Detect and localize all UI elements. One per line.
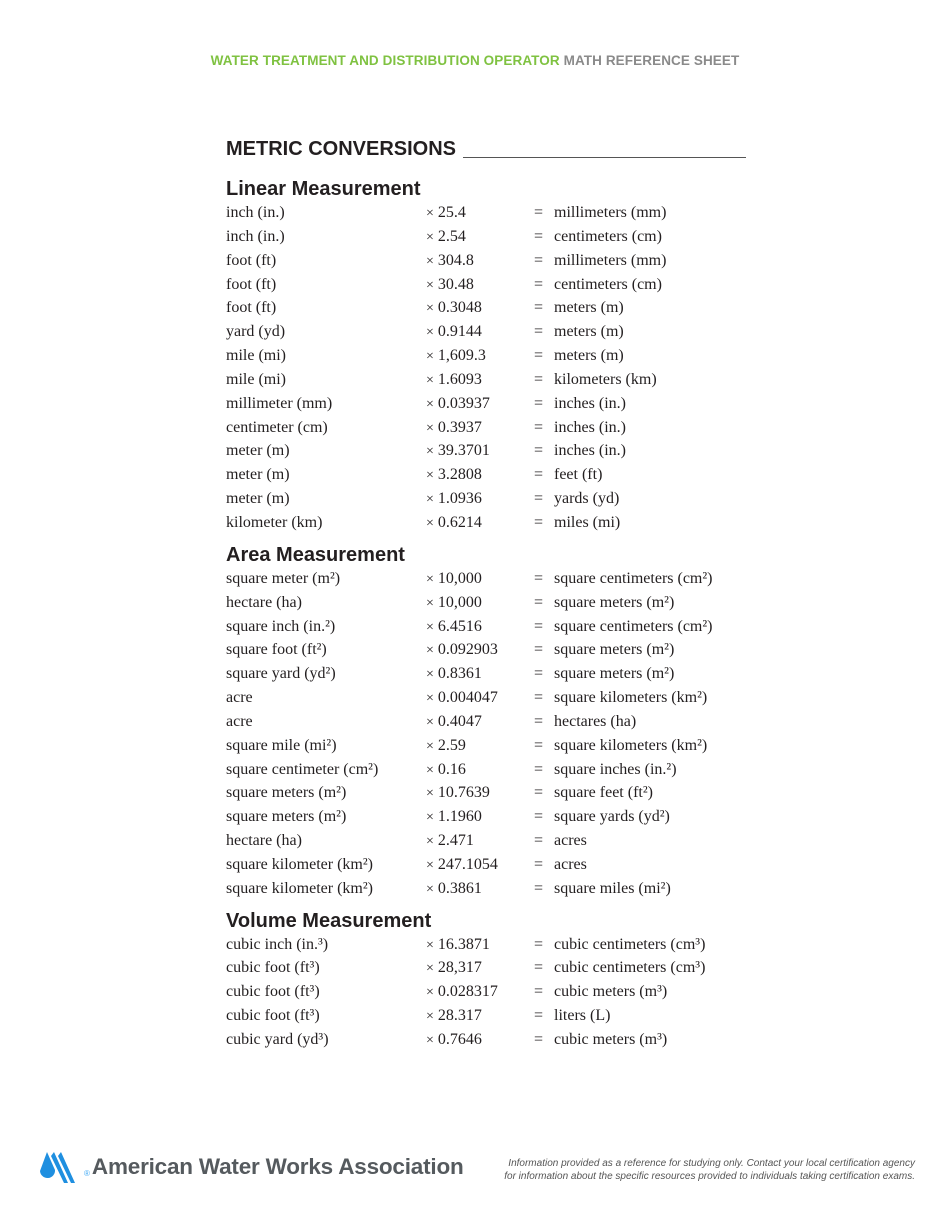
equals-symbol: =: [534, 1007, 544, 1025]
equals-symbol: =: [534, 760, 544, 778]
conversions-content: [226, 137, 746, 1052]
factor-cell: [426, 416, 534, 440]
factor-cell: [426, 273, 534, 297]
equals-symbol: =: [534, 569, 544, 587]
factor-value: 10,000: [437, 569, 482, 587]
conversion-row: [226, 638, 746, 662]
equals-symbol: =: [534, 347, 544, 365]
from-unit: hectare (ha): [226, 593, 302, 611]
conversion-row: [226, 567, 746, 591]
to-unit: square meters (m²): [554, 641, 675, 659]
factor-cell: [426, 758, 534, 782]
times-symbol: ×: [426, 301, 434, 317]
factor-value: 28.317: [437, 1007, 482, 1025]
times-symbol: ×: [426, 1009, 434, 1025]
equals-symbol: =: [534, 665, 544, 683]
from-unit: cubic foot (ft³): [226, 1007, 320, 1025]
times-symbol: ×: [426, 667, 434, 683]
factor-value: 0.9144: [437, 323, 482, 341]
factor-cell: [426, 1028, 534, 1052]
factor-cell: [426, 463, 534, 487]
factor-cell: [426, 956, 534, 980]
factor-value: 0.03937: [437, 394, 490, 412]
equals-symbol: =: [534, 299, 544, 317]
from-unit: square centimeter (cm²): [226, 760, 379, 778]
factor-value: 0.3861: [437, 879, 482, 897]
conversion-row: [226, 463, 746, 487]
equals-symbol: =: [534, 959, 544, 977]
times-symbol: ×: [426, 277, 434, 293]
equals-symbol: =: [534, 466, 544, 484]
conversion-row: [226, 487, 746, 511]
factor-value: 0.6214: [437, 513, 482, 531]
from-unit: square mile (mi²): [226, 736, 337, 754]
from-unit: cubic yard (yd³): [226, 1031, 329, 1048]
factor-value: 0.004047: [437, 689, 498, 707]
factor-value: 10.7639: [437, 784, 490, 802]
to-unit: square meters (m²): [554, 593, 675, 611]
conversion-row: [226, 392, 746, 416]
to-unit: square centimeters (cm²): [554, 617, 713, 635]
times-symbol: ×: [426, 325, 434, 341]
section-title-rule: [463, 157, 746, 158]
conversion-row: [226, 805, 746, 829]
from-unit: square meters (m²): [226, 808, 347, 826]
to-unit: miles (mi): [554, 513, 621, 531]
conversion-row: [226, 781, 746, 805]
times-symbol: ×: [426, 738, 434, 754]
from-unit: cubic foot (ft³): [226, 959, 320, 977]
to-unit: square miles (mi²): [554, 879, 671, 897]
conversion-row: [226, 734, 746, 758]
factor-cell: [426, 805, 534, 829]
conversion-row: [226, 344, 746, 368]
factor-value: 2.54: [437, 227, 466, 245]
factor-value: 1.0936: [437, 490, 482, 508]
factor-cell: [426, 439, 534, 463]
to-unit: centimeters (cm): [554, 275, 662, 293]
factor-cell: [426, 686, 534, 710]
to-unit: square centimeters (cm²): [554, 569, 713, 587]
to-unit: inches (in.): [554, 442, 626, 460]
equals-symbol: =: [534, 855, 544, 873]
to-unit: square meters (m²): [554, 665, 675, 683]
conversion-row: [226, 439, 746, 463]
factor-cell: [426, 980, 534, 1004]
factor-cell: [426, 933, 534, 957]
from-unit: square meters (m²): [226, 784, 347, 802]
from-unit: square kilometer (km²): [226, 879, 373, 897]
factor-value: 28,317: [437, 959, 482, 977]
times-symbol: ×: [426, 468, 434, 484]
times-symbol: ×: [426, 420, 434, 436]
factor-cell: [426, 567, 534, 591]
times-symbol: ×: [426, 206, 434, 221]
times-symbol: ×: [426, 691, 434, 707]
from-unit: foot (ft): [226, 299, 277, 317]
factor-cell: [426, 368, 534, 392]
times-symbol: ×: [426, 571, 434, 587]
equals-symbol: =: [534, 641, 544, 659]
conversion-row: [226, 662, 746, 686]
conversion-row: [226, 320, 746, 344]
conversion-row: [226, 591, 746, 615]
times-symbol: ×: [426, 961, 434, 977]
times-symbol: ×: [426, 515, 434, 531]
factor-value: 16.3871: [437, 935, 490, 953]
conversion-row: [226, 829, 746, 853]
factor-cell: [426, 296, 534, 320]
times-symbol: ×: [426, 786, 434, 802]
to-unit: cubic meters (m³): [554, 983, 668, 1001]
from-unit: hectare (ha): [226, 832, 302, 850]
to-unit: meters (m): [554, 323, 624, 341]
factor-value: 0.092903: [437, 641, 498, 659]
factor-value: 1.6093: [437, 370, 482, 388]
conversion-row: [226, 1004, 746, 1028]
factor-value: 10,000: [437, 593, 482, 611]
factor-value: 0.4047: [437, 712, 482, 730]
section-title-text: METRIC CONVERSIONS: [226, 138, 457, 160]
conversion-row: [226, 225, 746, 249]
factor-value: 0.8361: [437, 665, 482, 683]
to-unit: square inches (in.²): [554, 760, 677, 778]
factor-cell: [426, 710, 534, 734]
times-symbol: ×: [426, 714, 434, 730]
conversion-row: [226, 956, 746, 980]
from-unit: cubic inch (in.³): [226, 935, 329, 953]
equals-symbol: =: [534, 832, 544, 850]
factor-cell: [426, 201, 534, 225]
factor-value: 25.4: [437, 204, 466, 221]
from-unit: meter (m): [226, 466, 290, 484]
times-symbol: ×: [426, 396, 434, 412]
factor-cell: [426, 829, 534, 853]
conversion-row: [226, 368, 746, 392]
conversion-row: [226, 877, 746, 901]
factor-cell: [426, 320, 534, 344]
from-unit: square inch (in.²): [226, 617, 336, 635]
equals-symbol: =: [534, 935, 544, 953]
equals-symbol: =: [534, 275, 544, 293]
times-symbol: ×: [426, 253, 434, 269]
conversion-row: [226, 758, 746, 782]
conversion-row: [226, 201, 746, 225]
equals-symbol: =: [534, 736, 544, 754]
times-symbol: ×: [426, 643, 434, 659]
factor-cell: [426, 662, 534, 686]
conversion-row: [226, 273, 746, 297]
times-symbol: ×: [426, 857, 434, 873]
equals-symbol: =: [534, 370, 544, 388]
conversion-row: [226, 933, 746, 957]
times-symbol: ×: [426, 810, 434, 826]
from-unit: mile (mi): [226, 370, 286, 388]
to-unit: square feet (ft²): [554, 784, 653, 802]
to-unit: acres: [554, 832, 587, 850]
factor-cell: [426, 344, 534, 368]
factor-value: 0.3048: [437, 299, 482, 317]
to-unit: inches (in.): [554, 418, 626, 436]
factor-value: 39.3701: [437, 442, 490, 460]
to-unit: square kilometers (km²): [554, 736, 708, 754]
group-title: Linear Measurement: [226, 178, 421, 200]
logo-text: American Water Works Association: [91, 1154, 464, 1179]
factor-value: 0.16: [437, 760, 466, 778]
conversion-row: [226, 710, 746, 734]
to-unit: meters (m): [554, 347, 624, 365]
factor-value: 0.3937: [437, 418, 482, 436]
group-title: Area Measurement: [226, 543, 405, 566]
factor-value: 2.59: [437, 736, 466, 754]
from-unit: meter (m): [226, 442, 290, 460]
times-symbol: ×: [426, 1033, 434, 1048]
times-symbol: ×: [426, 349, 434, 365]
group-title: Volume Measurement: [226, 909, 432, 932]
from-unit: square meter (m²): [226, 569, 341, 587]
disclaimer-line-2: for information about the specific resources provided to individuals taking certification exams.: [504, 1170, 915, 1182]
factor-cell: [426, 511, 534, 535]
factor-cell: [426, 781, 534, 805]
factor-value: 0.7646: [437, 1031, 482, 1048]
to-unit: hectares (ha): [554, 712, 637, 730]
equals-symbol: =: [534, 879, 544, 897]
from-unit: inch (in.): [226, 204, 285, 221]
equals-symbol: =: [534, 983, 544, 1001]
to-unit: meters (m): [554, 299, 624, 317]
factor-cell: [426, 392, 534, 416]
times-symbol: ×: [426, 444, 434, 460]
conversion-row: [226, 980, 746, 1004]
times-symbol: ×: [426, 985, 434, 1001]
water-drop-logo-icon: [38, 1150, 84, 1184]
times-symbol: ×: [426, 372, 434, 388]
page-header: [0, 53, 950, 68]
from-unit: cubic foot (ft³): [226, 983, 320, 1001]
disclaimer-line-1: Information provided as a reference for studying only. Contact your local certification agency: [508, 1158, 915, 1169]
factor-cell: [426, 1004, 534, 1028]
equals-symbol: =: [534, 784, 544, 802]
factor-value: 1,609.3: [437, 347, 486, 365]
from-unit: meter (m): [226, 490, 290, 508]
equals-symbol: =: [534, 394, 544, 412]
equals-symbol: =: [534, 204, 544, 221]
to-unit: centimeters (cm): [554, 227, 662, 245]
equals-symbol: =: [534, 418, 544, 436]
times-symbol: ×: [426, 834, 434, 850]
equals-symbol: =: [534, 251, 544, 269]
from-unit: centimeter (cm): [226, 418, 328, 436]
equals-symbol: =: [534, 689, 544, 707]
to-unit: cubic meters (m³): [554, 1031, 668, 1048]
conversion-row: [226, 249, 746, 273]
factor-cell: [426, 734, 534, 758]
factor-cell: [426, 487, 534, 511]
from-unit: square kilometer (km²): [226, 855, 373, 873]
factor-value: 3.2808: [437, 466, 482, 484]
factor-cell: [426, 225, 534, 249]
factor-cell: [426, 591, 534, 615]
disclaimer: [504, 1158, 915, 1183]
to-unit: cubic centimeters (cm³): [554, 935, 706, 953]
factor-value: 2.471: [437, 832, 474, 850]
factor-cell: [426, 853, 534, 877]
equals-symbol: =: [534, 513, 544, 531]
times-symbol: ×: [426, 492, 434, 508]
awwa-logo: [38, 1150, 464, 1184]
to-unit: millimeters (mm): [554, 251, 667, 269]
equals-symbol: =: [534, 323, 544, 341]
times-symbol: ×: [426, 595, 434, 611]
section-title: [226, 137, 746, 161]
factor-value: 30.48: [437, 275, 474, 293]
equals-symbol: =: [534, 490, 544, 508]
to-unit: feet (ft): [554, 466, 603, 484]
factor-value: 0.028317: [437, 983, 498, 1001]
from-unit: kilometer (km): [226, 513, 323, 531]
conversion-row: [226, 615, 746, 639]
to-unit: kilometers (km): [554, 370, 657, 388]
equals-symbol: =: [534, 617, 544, 635]
from-unit: square yard (yd²): [226, 665, 336, 683]
factor-value: 6.4516: [437, 617, 482, 635]
from-unit: foot (ft): [226, 251, 277, 269]
factor-cell: [426, 249, 534, 273]
factor-value: 1.1960: [437, 808, 482, 826]
factor-cell: [426, 638, 534, 662]
equals-symbol: =: [534, 1031, 544, 1048]
conversion-row: [226, 1028, 746, 1052]
to-unit: inches (in.): [554, 394, 626, 412]
logo-registered-mark: ®: [84, 1169, 90, 1178]
equals-symbol: =: [534, 442, 544, 460]
factor-cell: [426, 615, 534, 639]
header-title-green: WATER TREATMENT AND DISTRIBUTION OPERATOR: [210, 53, 560, 68]
equals-symbol: =: [534, 808, 544, 826]
times-symbol: ×: [426, 881, 434, 897]
factor-value: 247.1054: [437, 855, 498, 873]
conversion-row: [226, 853, 746, 877]
conversion-row: [226, 416, 746, 440]
conversion-row: [226, 296, 746, 320]
header-title-gray: MATH REFERENCE SHEET: [563, 53, 740, 68]
to-unit: yards (yd): [554, 490, 620, 508]
conversion-row: [226, 511, 746, 535]
times-symbol: ×: [426, 937, 434, 953]
from-unit: inch (in.): [226, 227, 285, 245]
to-unit: liters (L): [554, 1007, 611, 1025]
to-unit: square kilometers (km²): [554, 689, 708, 707]
from-unit: mile (mi): [226, 347, 286, 365]
to-unit: square yards (yd²): [554, 808, 670, 826]
equals-symbol: =: [534, 712, 544, 730]
conversion-groups: [226, 177, 746, 1052]
factor-cell: [426, 877, 534, 901]
from-unit: yard (yd): [226, 323, 286, 341]
to-unit: cubic centimeters (cm³): [554, 959, 706, 977]
from-unit: square foot (ft²): [226, 641, 327, 659]
times-symbol: ×: [426, 229, 434, 245]
times-symbol: ×: [426, 762, 434, 778]
times-symbol: ×: [426, 619, 434, 635]
from-unit: foot (ft): [226, 275, 277, 293]
from-unit: millimeter (mm): [226, 394, 333, 412]
from-unit: acre: [226, 689, 253, 707]
conversion-row: [226, 686, 746, 710]
equals-symbol: =: [534, 593, 544, 611]
equals-symbol: =: [534, 227, 544, 245]
to-unit: millimeters (mm): [554, 204, 667, 221]
from-unit: acre: [226, 712, 253, 730]
factor-value: 304.8: [437, 251, 474, 269]
to-unit: acres: [554, 855, 587, 873]
